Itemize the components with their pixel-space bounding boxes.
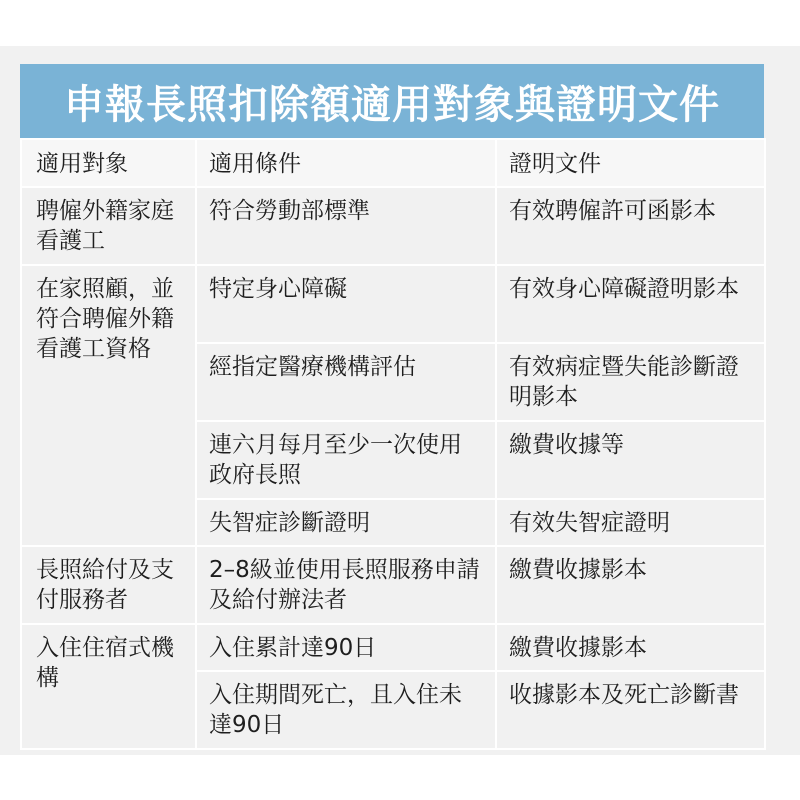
condition-cell: 符合勞動部標準 bbox=[196, 187, 496, 265]
target-cell: 聘僱外籍家庭看護工 bbox=[21, 187, 196, 265]
document-cell: 有效失智症證明 bbox=[496, 499, 765, 546]
title-bar bbox=[20, 64, 764, 138]
document-cell: 繳費收據影本 bbox=[496, 546, 765, 624]
document-cell: 收據影本及死亡診斷書 bbox=[496, 671, 765, 749]
condition-cell: 失智症診斷證明 bbox=[196, 499, 496, 546]
table-row bbox=[21, 265, 765, 343]
condition-cell: 入住期間死亡，且入住未達90日 bbox=[196, 671, 496, 749]
condition-cell: 入住累計達90日 bbox=[196, 624, 496, 671]
page-title: 申報長照扣除額適用對象與證明文件 bbox=[64, 81, 720, 128]
target-cell: 在家照顧，並符合聘僱外籍看護工資格 bbox=[21, 265, 196, 546]
document-cell: 有效病症暨失能診斷證明影本 bbox=[496, 343, 765, 421]
table-header-row bbox=[21, 139, 765, 187]
header-document: 證明文件 bbox=[496, 139, 765, 187]
deduction-table bbox=[20, 138, 766, 750]
document-cell: 繳費收據影本 bbox=[496, 624, 765, 671]
condition-cell: 經指定醫療機構評估 bbox=[196, 343, 496, 421]
document-cell: 繳費收據等 bbox=[496, 421, 765, 499]
table-row bbox=[21, 624, 765, 671]
document-cell: 有效身心障礙證明影本 bbox=[496, 265, 765, 343]
condition-cell: 連六月每月至少一次使用政府長照 bbox=[196, 421, 496, 499]
condition-cell: 2–8級並使用長照服務申請及給付辦法者 bbox=[196, 546, 496, 624]
header-target: 適用對象 bbox=[21, 139, 196, 187]
table-row bbox=[21, 187, 765, 265]
document-cell: 有效聘僱許可函影本 bbox=[496, 187, 765, 265]
target-cell: 入住住宿式機構 bbox=[21, 624, 196, 749]
table-row bbox=[21, 546, 765, 624]
condition-cell: 特定身心障礙 bbox=[196, 265, 496, 343]
header-condition: 適用條件 bbox=[196, 139, 496, 187]
target-cell: 長照給付及支付服務者 bbox=[21, 546, 196, 624]
